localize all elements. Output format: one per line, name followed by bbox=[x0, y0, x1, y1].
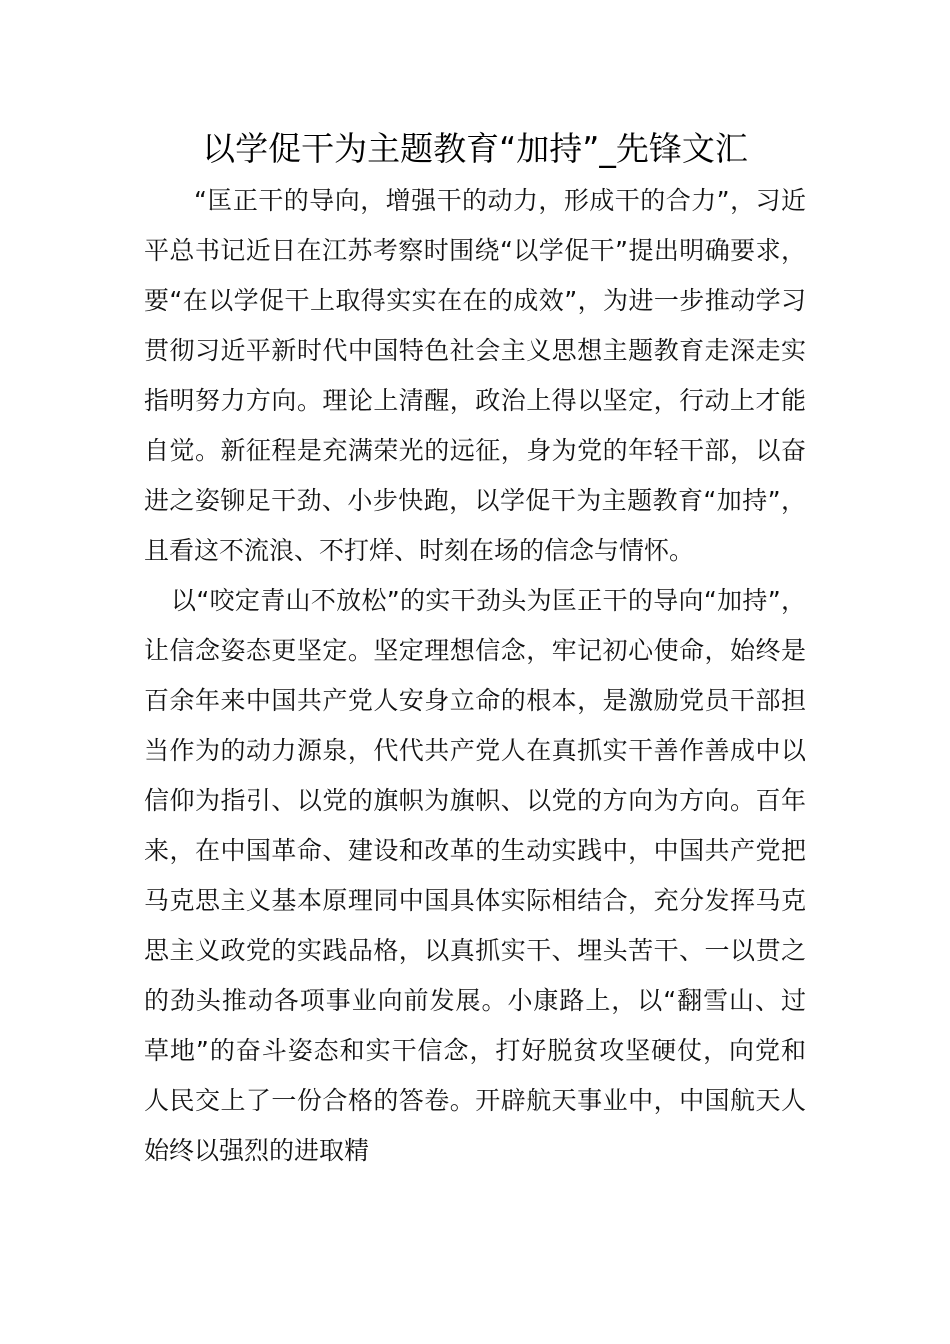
document-title: 以学促干为主题教育“加持”_先锋文汇 bbox=[202, 129, 748, 168]
document-body bbox=[144, 176, 806, 1176]
paragraph-2: 以“咬定青山不放松”的实干劲头为匡正干的导向“加持”，让信念姿态更坚定。坚定理想信念，牢记初心使命，始终是百余年来中国共产党人安身立命的根本，是激励党员干部担当作为的动力源泉，代代共产党人在真抓实干善作善成中以信仰为指引、以党的旗帜为旗帜、以党的方向为方向。百年来，在中国革命、建设和改革的生动实践中，中国共产党把马克思主义基本原理同中国具体实际相结合，充分发挥马克思主义政党的实践品格，以真抓实干、埋头苦干、一以贯之的劲头推动各项事业向前发展。小康路上，以“翻雪山、过草地”的奋斗姿态和实干信念，打好脱贫攻坚硬仗，向党和人民交上了一份合格的答卷。开辟航天事业中，中国航天人始终以强烈的进取精 bbox=[144, 586, 806, 1165]
paragraph-1: “匡正干的导向，增强干的动力，形成干的合力”，习近平总书记近日在江苏考察时围绕“以学促干”提出明确要求，要“在以学促干上取得实实在在的成效”，为进一步推动学习贯彻习近平新时代中国特色社会主义思想主题教育走深走实指明努力方向。理论上清醒，政治上得以坚定，行动上才能自觉。新征程是充满荣光的远征，身为党的年轻干部，以奋进之姿铆足干劲、小步快跑，以学促干为主题教育“加持”，且看这不流浪、不打烊、时刻在场的信念与情怀。 bbox=[144, 186, 806, 565]
